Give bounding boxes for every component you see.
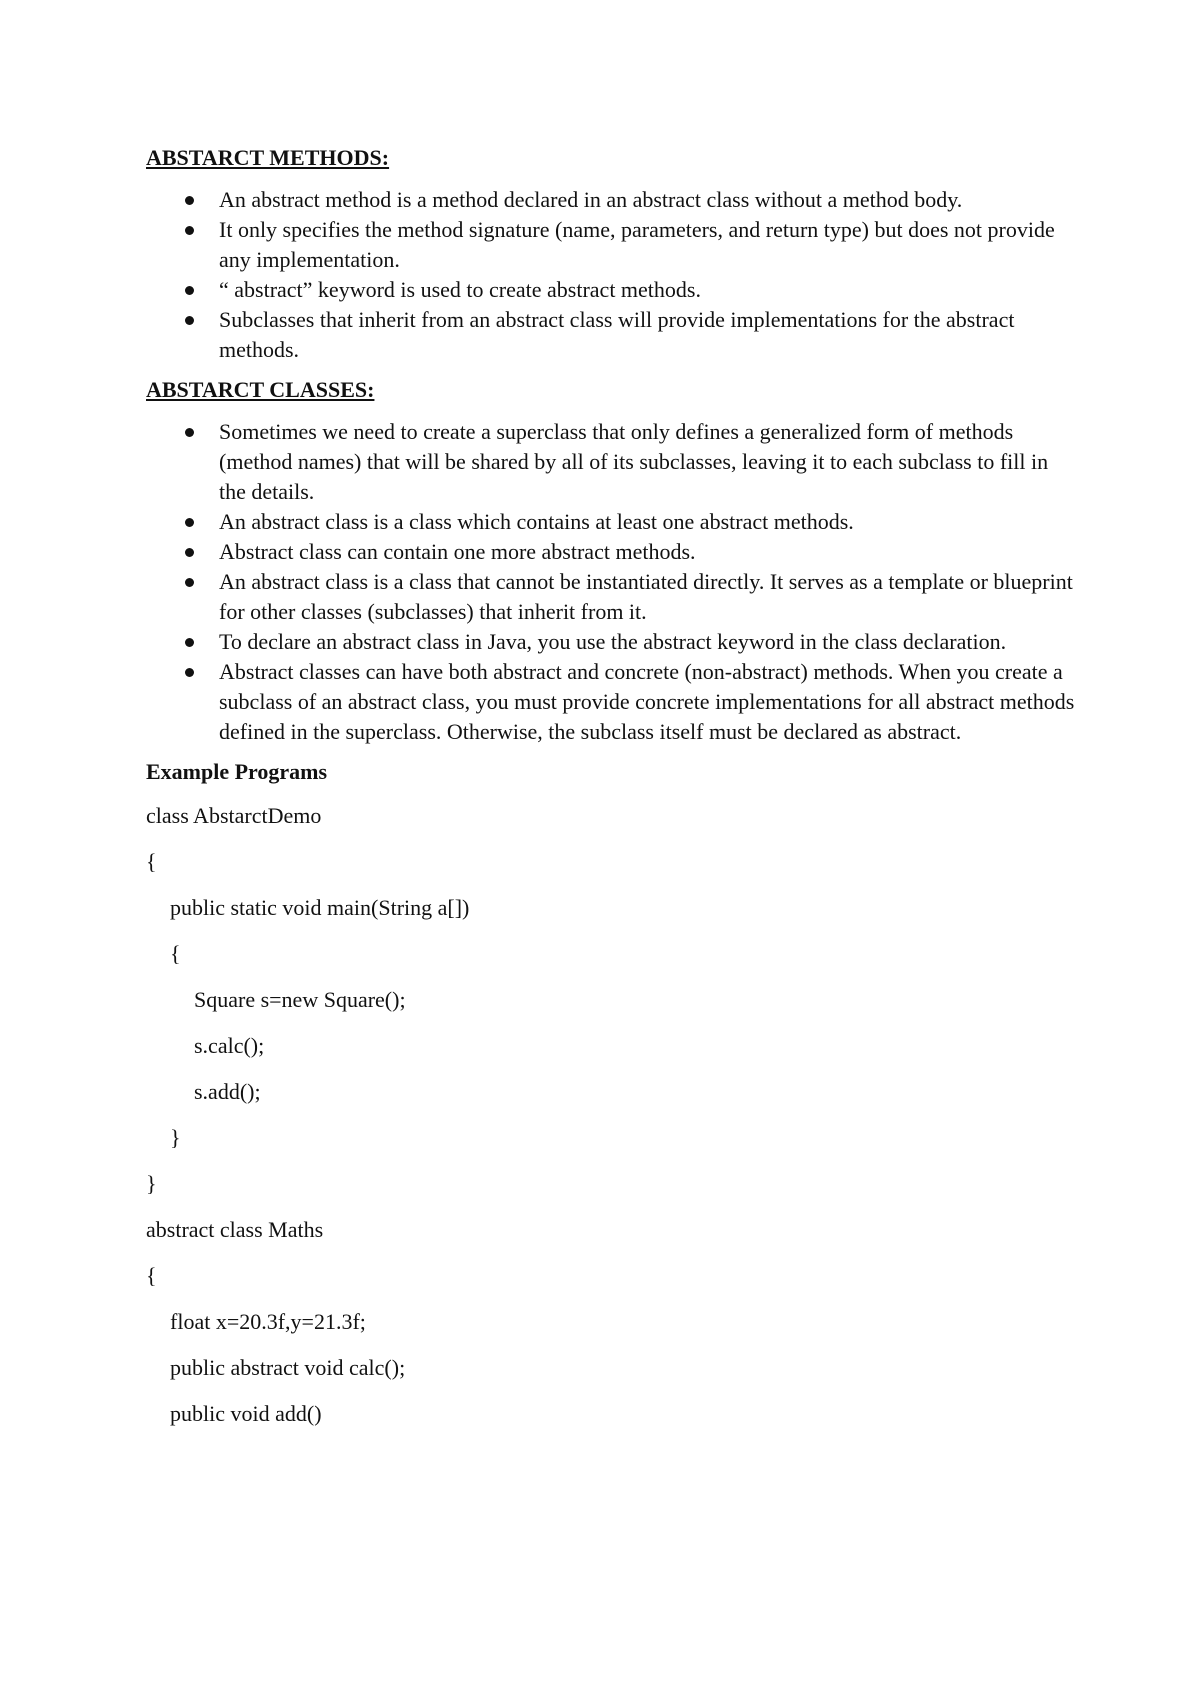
- code-line: s.add();: [194, 1079, 261, 1104]
- code-line: public void add(): [170, 1401, 322, 1426]
- list-item: “ abstract” keyword is used to create abstract methods.: [146, 275, 1076, 305]
- abstract-classes-heading: ABSTARCT CLASSES:: [146, 377, 375, 402]
- list-item: Subclasses that inherit from an abstract class will provide implementations for the abstract methods.: [146, 305, 1076, 365]
- code-line: s.calc();: [194, 1033, 265, 1058]
- abstract-classes-list: [146, 417, 1076, 747]
- list-item: Abstract classes can have both abstract and concrete (non-abstract) methods. When you create a subclass of an abstract class, you must provide concrete implementations for all abstract methods defined in the superclass. Otherwise, the subclass itself must be declared as abstract.: [146, 657, 1076, 747]
- list-item: It only specifies the method signature (name, parameters, and return type) but does not provide any implementation.: [146, 215, 1076, 275]
- bullet-icon: [185, 196, 194, 205]
- abstract-methods-heading: ABSTARCT METHODS:: [146, 145, 390, 170]
- code-line: public static void main(String a[]): [170, 895, 470, 920]
- code-example: [146, 801, 1076, 1429]
- bullet-icon: [185, 578, 194, 587]
- list-item: An abstract class is a class which contains at least one abstract methods.: [146, 507, 1076, 537]
- code-line: public abstract void calc();: [170, 1355, 406, 1380]
- code-line: }: [170, 1125, 181, 1150]
- code-line: class AbstarctDemo: [146, 803, 322, 828]
- code-line: }: [146, 1171, 157, 1196]
- code-line: abstract class Maths: [146, 1217, 324, 1242]
- bullet-icon: [185, 548, 194, 557]
- bullet-icon: [185, 226, 194, 235]
- bullet-icon: [185, 428, 194, 437]
- bullet-icon: [185, 518, 194, 527]
- list-item: An abstract method is a method declared in an abstract class without a method body.: [146, 185, 1076, 215]
- abstract-methods-list: [146, 185, 1076, 365]
- document-content: [146, 143, 1076, 1445]
- code-line: {: [170, 941, 181, 966]
- list-item: An abstract class is a class that cannot be instantiated directly. It serves as a template or blueprint for other classes (subclasses) that inherit from it.: [146, 567, 1076, 627]
- list-item: Sometimes we need to create a superclass that only defines a generalized form of methods (method names) that will be shared by all of its subclasses, leaving it to each subclass to fill in the details.: [146, 417, 1076, 507]
- list-item: Abstract class can contain one more abstract methods.: [146, 537, 1076, 567]
- bullet-icon: [185, 668, 194, 677]
- code-line: Square s=new Square();: [194, 987, 406, 1012]
- bullet-icon: [185, 316, 194, 325]
- bullet-icon: [185, 638, 194, 647]
- example-programs-heading: Example Programs: [146, 759, 328, 784]
- code-line: {: [146, 1263, 157, 1288]
- bullet-icon: [185, 286, 194, 295]
- list-item: To declare an abstract class in Java, you use the abstract keyword in the class declaration.: [146, 627, 1076, 657]
- code-line: {: [146, 849, 157, 874]
- code-line: float x=20.3f,y=21.3f;: [170, 1309, 366, 1334]
